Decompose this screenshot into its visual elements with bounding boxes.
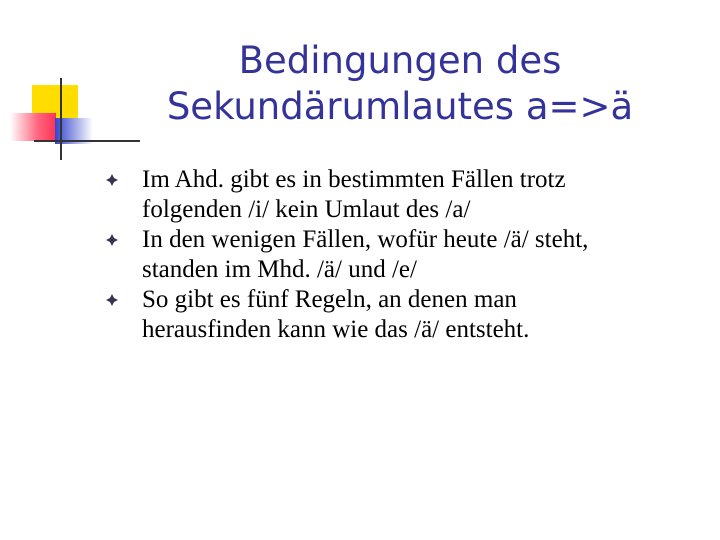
title-line-2: Sekundärumlautes a=>ä: [166, 85, 634, 128]
ornament-vertical-line: [60, 78, 62, 160]
slide-title: [140, 38, 660, 130]
title-line-1: Bedingungen des: [238, 39, 562, 82]
bullet-text-line-2: folgenden /i/ kein Umlaut des /a/: [142, 196, 471, 223]
diamond-bullet-icon: [106, 234, 118, 246]
bullet-item: [100, 285, 680, 345]
ornament-horizontal-line: [34, 140, 140, 142]
ornament-red-square: [10, 113, 56, 141]
bullet-list: [100, 165, 680, 345]
diamond-bullet-icon: [106, 174, 118, 186]
bullet-text-line-2: standen im Mhd. /ä/ und /e/: [142, 256, 417, 283]
bullet-text-line-1: So gibt es fünf Regeln, an denen man: [142, 286, 517, 313]
bullet-item: [100, 225, 680, 285]
bullet-item: [100, 165, 680, 225]
corner-ornament: [0, 0, 140, 170]
diamond-bullet-icon: [106, 294, 118, 306]
bullet-text-line-1: Im Ahd. gibt es in bestimmten Fällen trotz: [142, 166, 566, 193]
bullet-text-line-1: In den wenigen Fällen, wofür heute /ä/ steht,: [142, 226, 589, 253]
bullet-text-line-2: herausfinden kann wie das /ä/ entsteht.: [142, 316, 530, 343]
